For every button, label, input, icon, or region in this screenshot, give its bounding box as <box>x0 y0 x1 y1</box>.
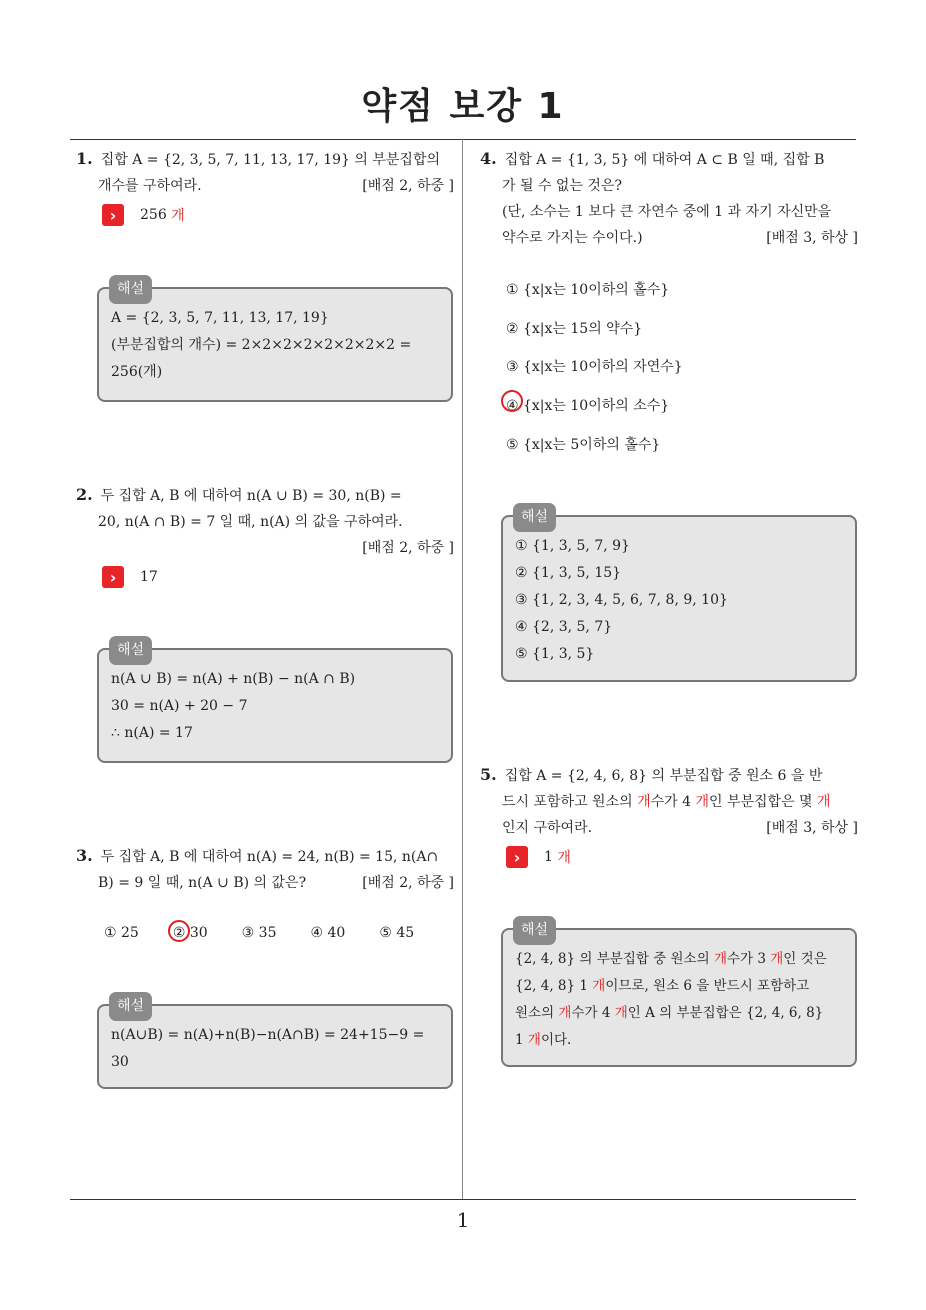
answer-2 <box>102 566 158 588</box>
solution-line: (부분집합의 개수) = 2×2×2×2×2×2×2×2 = <box>111 337 412 353</box>
question-text: B) = 9 일 때, n(A ∪ B) 의 값은? <box>98 875 307 891</box>
question-text: 드시 포함하고 원소의 개수가 4 개인 부분집합은 몇 개 <box>502 794 831 810</box>
chevron-right-icon: › <box>506 846 528 868</box>
answer-value: 1 <box>544 849 553 865</box>
option-5[interactable]: ⑤ {x|x는 5이하의 홀수} <box>506 437 661 453</box>
solution-line: 30 <box>111 1054 129 1070</box>
question-text: 약수로 가지는 수이다.) <box>502 230 643 246</box>
choice-4[interactable]: ④ 40 <box>310 925 346 941</box>
question-number: 4. <box>480 149 497 168</box>
score-label: [배점 3, 하상 ] <box>766 820 858 836</box>
solution-tag: 해설 <box>513 916 556 945</box>
answer-5 <box>506 846 571 868</box>
question-text: 집합 A = {1, 3, 5} 에 대하여 A ⊂ B 일 때, 집합 B <box>504 152 825 168</box>
question-5 <box>480 762 858 841</box>
question-text: 개수를 구하여라. <box>98 178 202 194</box>
option-label: ④ {x|x는 10이하의 소수} <box>506 398 670 414</box>
solution-line: 원소의 개수가 4 개인 A 의 부분집합은 {2, 4, 6, 8} <box>515 1005 824 1021</box>
page-title: 약점 보강 1 <box>361 86 565 127</box>
chevron-right-icon: › <box>102 204 124 226</box>
solution-line: ③ {1, 2, 3, 4, 5, 6, 7, 8, 9, 10} <box>515 592 728 608</box>
answer-1 <box>102 204 185 226</box>
score-label: [배점 3, 하상 ] <box>766 230 858 246</box>
solution-line: 1 개이다. <box>515 1032 572 1048</box>
solution-box-4 <box>501 509 857 682</box>
solution-line: n(A ∪ B) = n(A) + n(B) − n(A ∩ B) <box>111 671 356 687</box>
choice-2-selected[interactable] <box>173 925 208 941</box>
question-1 <box>76 146 454 199</box>
solution-line: ① {1, 3, 5, 7, 9} <box>515 538 630 554</box>
selected-circle-icon <box>501 390 523 412</box>
question-3 <box>76 843 454 896</box>
page-number: 1 <box>456 1208 470 1232</box>
question-text: 두 집합 A, B 에 대하여 n(A ∪ B) = 30, n(B) = <box>100 488 402 504</box>
question-text: 두 집합 A, B 에 대하여 n(A) = 24, n(B) = 15, n(A∩ <box>100 849 439 865</box>
top-divider <box>70 139 856 140</box>
option-4-selected[interactable] <box>506 395 669 415</box>
question-text: 가 될 수 없는 것은? <box>502 178 622 194</box>
solution-line: 30 = n(A) + 20 − 7 <box>111 698 248 714</box>
question-text: 인지 구하여라. <box>502 820 593 836</box>
solution-box-5 <box>501 922 857 1067</box>
solution-tag: 해설 <box>109 636 152 665</box>
solution-line: 256(개) <box>111 364 163 380</box>
answer-value: 17 <box>140 569 158 585</box>
column-divider <box>462 139 463 1200</box>
choice-3[interactable]: ③ 35 <box>241 925 277 941</box>
question-text: 집합 A = {2, 4, 6, 8} 의 부분집합 중 원소 6 을 반 <box>504 768 823 784</box>
question-text: (단, 소수는 1 보다 큰 자연수 중에 1 과 자기 자신만을 <box>502 204 832 220</box>
solution-box-3 <box>97 998 453 1089</box>
question-number: 1. <box>76 149 93 168</box>
solution-line: ② {1, 3, 5, 15} <box>515 565 622 581</box>
chevron-right-icon: › <box>102 566 124 588</box>
question-4 <box>480 146 858 251</box>
choice-list <box>104 925 448 941</box>
choice-label: ② 30 <box>172 925 208 941</box>
solution-box-1 <box>97 281 453 402</box>
question-text: 집합 A = {2, 3, 5, 7, 11, 13, 17, 19} 의 부분집합의 <box>100 152 440 168</box>
solution-line: n(A∪B) = n(A)+n(B)−n(A∩B) = 24+15−9 = <box>111 1027 425 1043</box>
answer-unit: 개 <box>171 208 185 224</box>
option-3[interactable]: ③ {x|x는 10이하의 자연수} <box>506 359 683 375</box>
solution-line: ⑤ {1, 3, 5} <box>515 646 595 662</box>
answer-value: 256 <box>140 207 167 223</box>
solution-tag: 해설 <box>109 992 152 1021</box>
score-label: [배점 2, 하중 ] <box>362 875 454 891</box>
bottom-divider <box>70 1199 856 1200</box>
question-number: 3. <box>76 846 93 865</box>
solution-line: {2, 4, 8} 의 부분집합 중 원소의 개수가 3 개인 것은 <box>515 951 827 967</box>
question-number: 2. <box>76 485 93 504</box>
solution-box-2 <box>97 642 453 763</box>
solution-line: ∴ n(A) = 17 <box>111 725 193 741</box>
question-text: 20, n(A ∩ B) = 7 일 때, n(A) 의 값을 구하여라. <box>98 514 403 530</box>
choice-1[interactable]: ① 25 <box>104 925 139 941</box>
option-1[interactable]: ① {x|x는 10이하의 홀수} <box>506 282 670 298</box>
answer-unit: 개 <box>557 850 571 866</box>
question-number: 5. <box>480 765 497 784</box>
selected-circle-icon <box>168 920 190 942</box>
score-label: [배점 2, 하중 ] <box>362 178 454 194</box>
score-label: [배점 2, 하중 ] <box>362 540 454 556</box>
choice-5[interactable]: ⑤ 45 <box>379 925 415 941</box>
solution-tag: 해설 <box>513 503 556 532</box>
solution-line: ④ {2, 3, 5, 7} <box>515 619 613 635</box>
solution-line: A = {2, 3, 5, 7, 11, 13, 17, 19} <box>111 310 329 326</box>
solution-tag: 해설 <box>109 275 152 304</box>
question-2 <box>76 482 454 561</box>
solution-line: {2, 4, 8} 1 개이므로, 원소 6 을 반드시 포함하고 <box>515 978 810 994</box>
option-2[interactable]: ② {x|x는 15의 약수} <box>506 321 643 337</box>
